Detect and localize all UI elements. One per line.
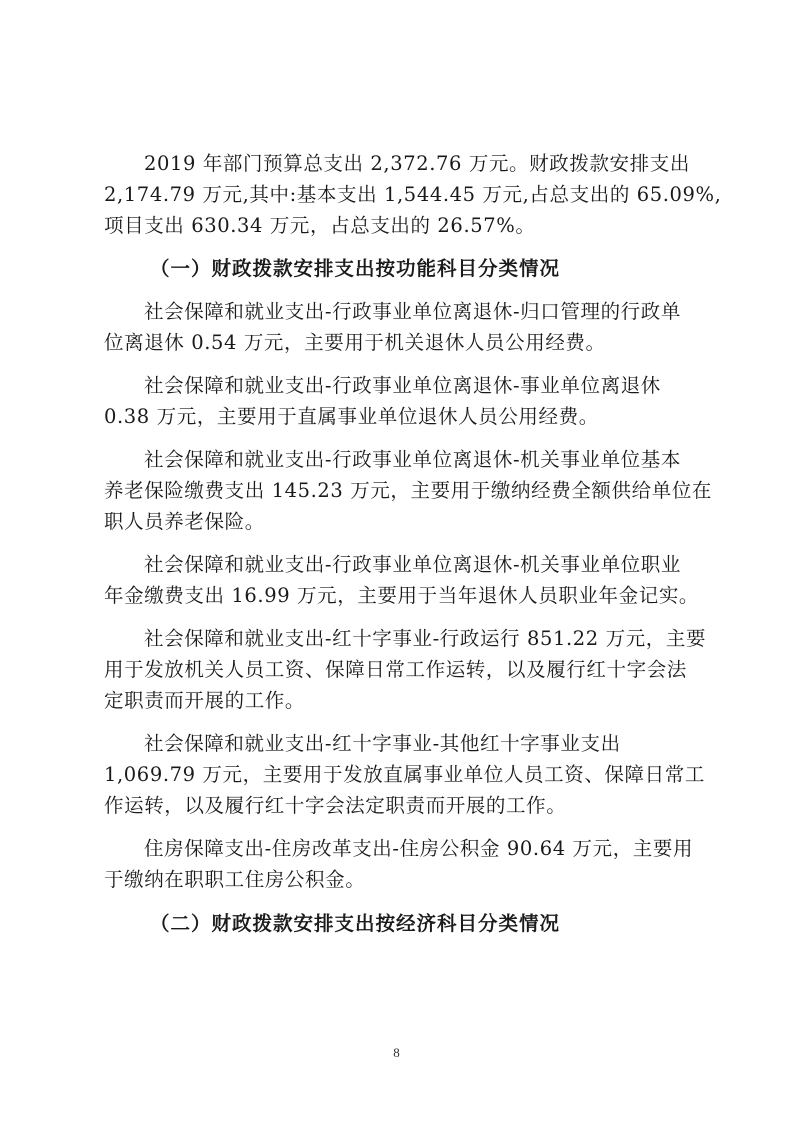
text-line: 用于发放机关人员工资、保障日常工作运转，以及履行红十字会法 xyxy=(104,658,687,681)
text-line: 作运转，以及履行红十字会法定职责而开展的工作。 xyxy=(104,794,567,817)
text-line: 1,069.79 万元，主要用于发放直属事业单位人员工资、保障日常工 xyxy=(104,763,705,786)
paragraph-red-cross-other xyxy=(104,728,705,821)
section-heading-economic: （二）财政拨款安排支出按经济科目分类情况 xyxy=(150,912,561,935)
page-number: 8 xyxy=(393,1045,400,1060)
paragraph-occupational-annuity xyxy=(104,549,700,611)
paragraph-red-cross-operation xyxy=(104,623,707,716)
text-line: 社会保障和就业支出-行政事业单位离退休-事业单位离退休 xyxy=(144,374,661,397)
text-line: 项目支出 630.34 万元，占总支出的 26.57%。 xyxy=(104,214,536,237)
paragraph-budget-summary xyxy=(104,148,722,241)
text-line: 社会保障和就业支出-行政事业单位离退休-机关事业单位基本 xyxy=(144,448,681,471)
text-line: 社会保障和就业支出-行政事业单位离退休-归口管理的行政单 xyxy=(144,300,681,323)
text-line: 2,174.79 万元,其中:基本支出 1,544.45 万元,占总支出的 65.09%, xyxy=(104,183,722,206)
section-heading-functional: （一）财政拨款安排支出按功能科目分类情况 xyxy=(150,257,561,280)
text-line: 2019 年部门预算总支出 2,372.76 万元。财政拨款安排支出 xyxy=(144,152,690,175)
text-line: 社会保障和就业支出-红十字事业-行政运行 851.22 万元，主要 xyxy=(144,627,707,650)
text-line: 社会保障和就业支出-行政事业单位离退休-机关事业单位职业 xyxy=(144,553,681,576)
text-line: 住房保障支出-住房改革支出-住房公积金 90.64 万元，主要用 xyxy=(144,837,694,860)
paragraph-housing-fund xyxy=(104,833,696,895)
text-line: 社会保障和就业支出-红十字事业-其他红十字事业支出 xyxy=(144,732,621,755)
text-line: 位离退休 0.54 万元，主要用于机关退休人员公用经费。 xyxy=(104,331,606,354)
paragraph-retirement-institution xyxy=(104,370,696,432)
text-line: 职人员养老保险。 xyxy=(104,510,265,533)
text-line: 定职责而开展的工作。 xyxy=(104,689,306,712)
text-line: 0.38 万元，主要用于直属事业单位退休人员公用经费。 xyxy=(104,405,599,428)
paragraph-pension-insurance xyxy=(104,444,713,537)
paragraph-retirement-admin xyxy=(104,296,696,358)
text-line: 年金缴费支出 16.99 万元，主要用于当年退休人员职业年金记实。 xyxy=(104,584,700,607)
text-line: 养老保险缴费支出 145.23 万元，主要用于缴纳经费全额供给单位在 xyxy=(104,479,713,502)
text-line: 于缴纳在职职工住房公积金。 xyxy=(104,868,366,891)
document-body xyxy=(104,148,722,939)
